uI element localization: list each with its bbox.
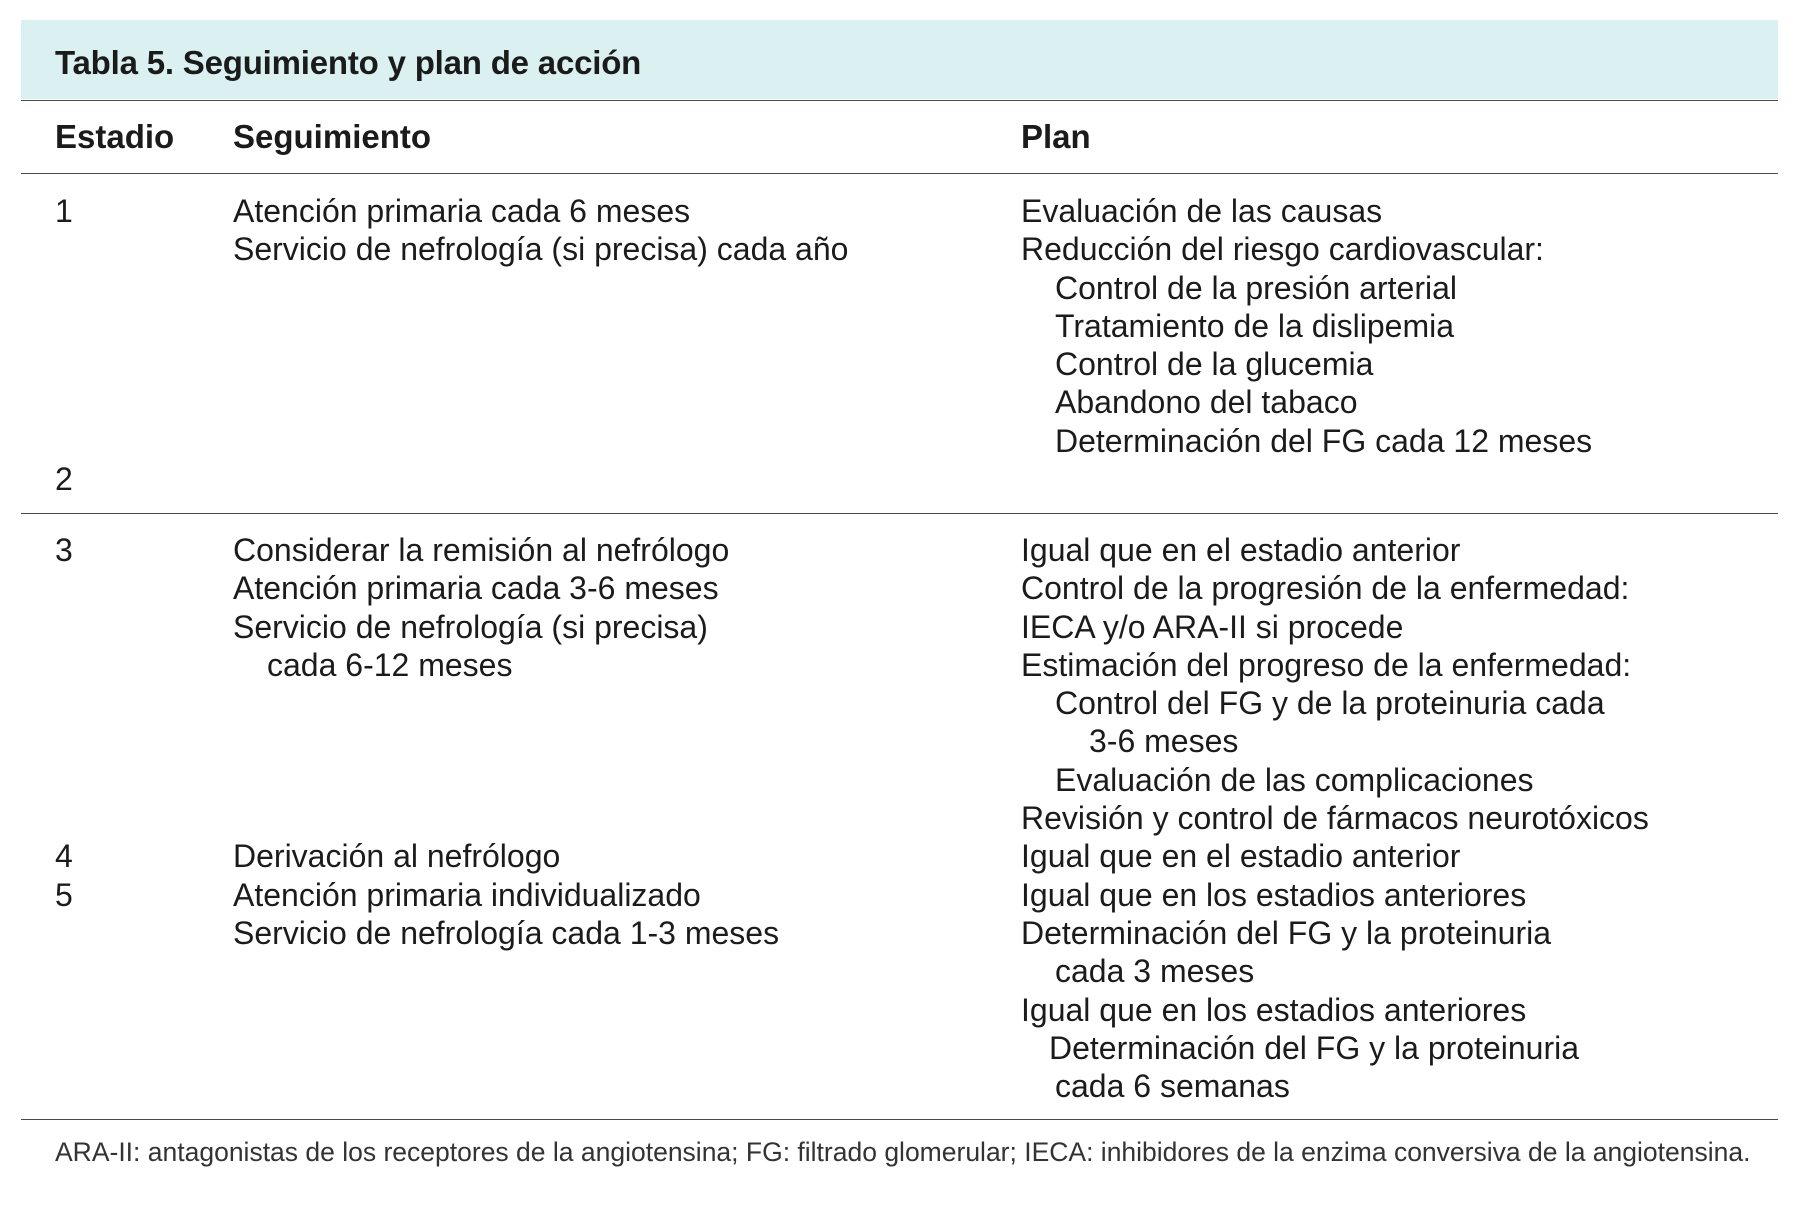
stage-1-label: 1 (55, 193, 73, 229)
plan-line: Evaluación de las complicaciones (1055, 761, 1534, 798)
plan-line: Abandono del tabaco (1055, 384, 1358, 421)
plan-line: Igual que en los estadios anteriores (1021, 991, 1527, 1028)
plan-line: cada 3 meses (1055, 953, 1255, 990)
stage-5-label: 5 (55, 876, 73, 913)
group2-followup-column (233, 531, 779, 952)
column-header-plan: Plan (1021, 118, 1091, 155)
group1-stage-column (55, 192, 73, 498)
stage-2-label: 2 (55, 461, 73, 498)
header-bottom-rule (21, 173, 1778, 174)
column-header-followup: Seguimiento (233, 118, 432, 155)
plan-line: Determinación del FG cada 12 meses (1055, 422, 1593, 459)
table-footnote: ARA-II: antagonistas de los receptores de la angiotensina; FG: filtrado glomerular; IECA: inhibidores de la enzima conversiva de la angiotensina. (55, 1137, 1751, 1167)
group-divider-rule (21, 513, 1778, 514)
plan-line: Control de la presión arterial (1055, 269, 1457, 306)
plan-line: cada 6 semanas (1055, 1068, 1290, 1105)
table-bottom-rule (21, 1119, 1778, 1120)
followup-line: Servicio de nefrología (si precisa) (233, 608, 708, 645)
plan-line: Estimación del progreso de la enfermedad: (1021, 646, 1632, 683)
followup-line: Atención primaria cada 3-6 meses (233, 570, 719, 607)
plan-line: Determinación del FG y la proteinuria (1021, 914, 1552, 951)
followup-line: cada 6-12 meses (267, 646, 513, 683)
table-title-bar (21, 20, 1778, 99)
group1-plan-column (1021, 192, 1592, 460)
group2-stage-column (55, 531, 73, 914)
plan-line: 3-6 meses (1089, 723, 1239, 760)
followup-line: Atención primaria individualizado (233, 876, 701, 913)
plan-line: Igual que en el estadio anterior (1021, 838, 1461, 875)
column-header-stage: Estadio (55, 118, 175, 155)
header-top-rule (21, 100, 1778, 101)
plan-line: Determinación del FG y la proteinuria (1049, 1029, 1580, 1066)
plan-line: Control de la progresión de la enfermedad: (1021, 570, 1630, 607)
table-title: Tabla 5. Seguimiento y plan de acción (55, 44, 642, 81)
stage-4-label: 4 (55, 838, 73, 875)
plan-line: Revisión y control de fármacos neurotóxicos (1021, 800, 1649, 837)
plan-line: IECA y/o ARA-II si procede (1021, 608, 1404, 645)
plan-line: Reducción del riesgo cardiovascular: (1021, 231, 1544, 268)
plan-line: Tratamiento de la dislipemia (1055, 307, 1454, 344)
group2-plan-column (1021, 531, 1649, 1105)
stage-3-label: 3 (55, 532, 73, 568)
followup-line: Atención primaria cada 6 meses (233, 193, 691, 229)
plan-line: Evaluación de las causas (1021, 193, 1383, 229)
group1-followup-column (233, 192, 848, 269)
plan-line: Control de la glucemia (1055, 346, 1374, 383)
plan-line: Igual que en el estadio anterior (1021, 532, 1461, 568)
followup-line: Derivación al nefrólogo (233, 838, 561, 875)
followup-line: Servicio de nefrología cada 1-3 meses (233, 914, 780, 951)
followup-line: Considerar la remisión al nefrólogo (233, 532, 730, 568)
plan-line: Control del FG y de la proteinuria cada (1055, 685, 1605, 722)
followup-line: Servicio de nefrología (si precisa) cada año (233, 231, 849, 268)
plan-line: Igual que en los estadios anteriores (1021, 876, 1527, 913)
